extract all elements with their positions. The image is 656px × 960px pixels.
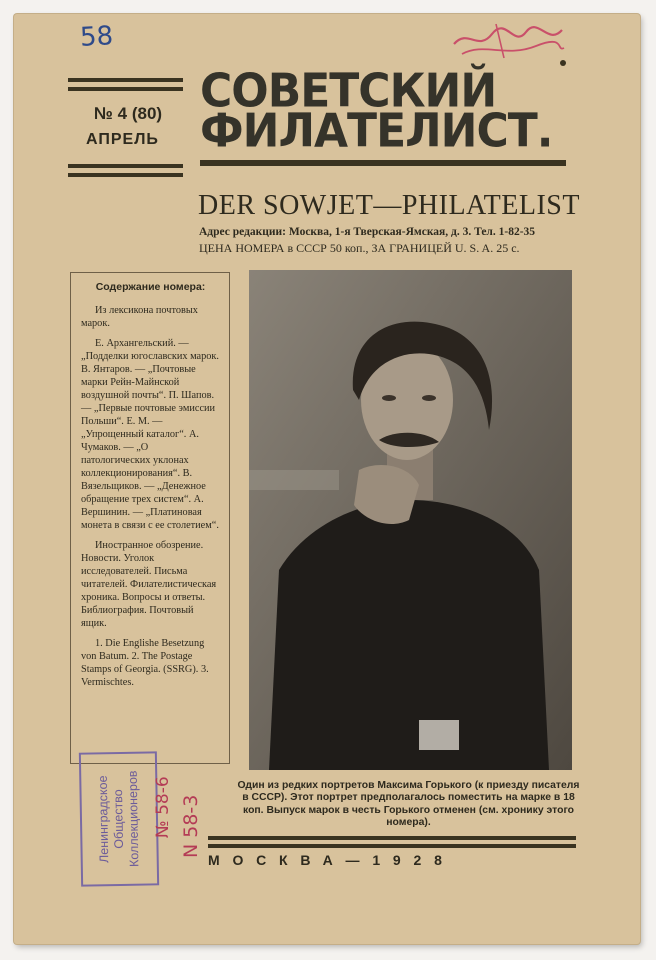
masthead-line-2: ФИЛАТЕЛИСТ. xyxy=(200,104,553,159)
stamp-line: Общество xyxy=(110,789,127,849)
handwritten-code: N 58-3 xyxy=(180,794,202,858)
red-pencil-scribble xyxy=(448,18,568,66)
german-subtitle: DER SOWJET—PHILATELIST xyxy=(198,190,580,221)
portrait-photo xyxy=(249,270,572,770)
portrait-illustration xyxy=(249,270,572,770)
library-stamp xyxy=(79,751,159,886)
contents-paragraph: Иностранное обозрение. Новости. Уголок исследователей. Письма читателей. Филателистическая хроника. Вопросы и ответы. Библиография. Почтовый ящик. xyxy=(81,540,217,629)
stamp-line: Коллекционеров xyxy=(125,770,142,868)
contents-title: Содержание номера: xyxy=(95,281,206,293)
stamp-text xyxy=(96,770,143,867)
issue-month: АПРЕЛЬ xyxy=(86,131,159,148)
header-rule xyxy=(68,87,183,91)
masthead-line-1: СОВЕТСКИЙ xyxy=(200,64,497,119)
handwritten-number: 58 xyxy=(79,21,114,53)
header-rule xyxy=(68,173,183,177)
header-rule xyxy=(68,164,183,168)
editorial-address: Адрес редакции: Москва, 1-я Тверская-Ямская, д. 3. Тел. 1-82-35 xyxy=(199,226,536,238)
stamp-line: Ленинградское xyxy=(95,775,112,864)
header-rule xyxy=(68,78,183,82)
footer-place-year: МОСКВА—1928 xyxy=(208,852,455,868)
contents-paragraph: Из лексикона почтовых марок. xyxy=(81,305,198,329)
masthead-topline xyxy=(560,60,566,66)
photo-caption: Один из редких портретов Максима Горького (к приезду писателя в СССР). Этот портрет предполагалось поместить на марке в 18 коп. Выпуск марок в честь Горького отменен (см. хронику этого номера). xyxy=(237,780,580,828)
handwritten-code: № 58-6 xyxy=(153,776,173,838)
contents-paragraph: Е. Архангельский. — „Подделки югославских марок. В. Янтаров. — „Почтовые марки Рейн-Майнской воздушной почты“. П. Шапов. — „Первые почтовые эмиссии Польши“. Е. М. — „Упрощенный каталог“. А. Чумаков. — „О патологических уклонах коллекционирования“. В. Вязельщиков. — „Денежное обращение трех систем“. А. Вершинин. — „Платиновая монета в связи с ее столетием“. xyxy=(81,338,219,531)
masthead-underline xyxy=(200,160,566,166)
contents-paragraph: 1. Die Englishe Besetzung von Batum. 2. The Postage Stamps of Georgia. (SSRG). 3. Vermischtes. xyxy=(81,638,209,688)
footer-rule xyxy=(208,844,576,848)
footer-rule xyxy=(208,836,576,840)
issue-number: № 4 (80) xyxy=(94,104,163,123)
issue-price: ЦЕНА НОМЕРА в СССР 50 коп., ЗА ГРАНИЦЕЙ U. S. A. 25 c. xyxy=(199,241,520,255)
table-of-contents xyxy=(70,272,230,764)
